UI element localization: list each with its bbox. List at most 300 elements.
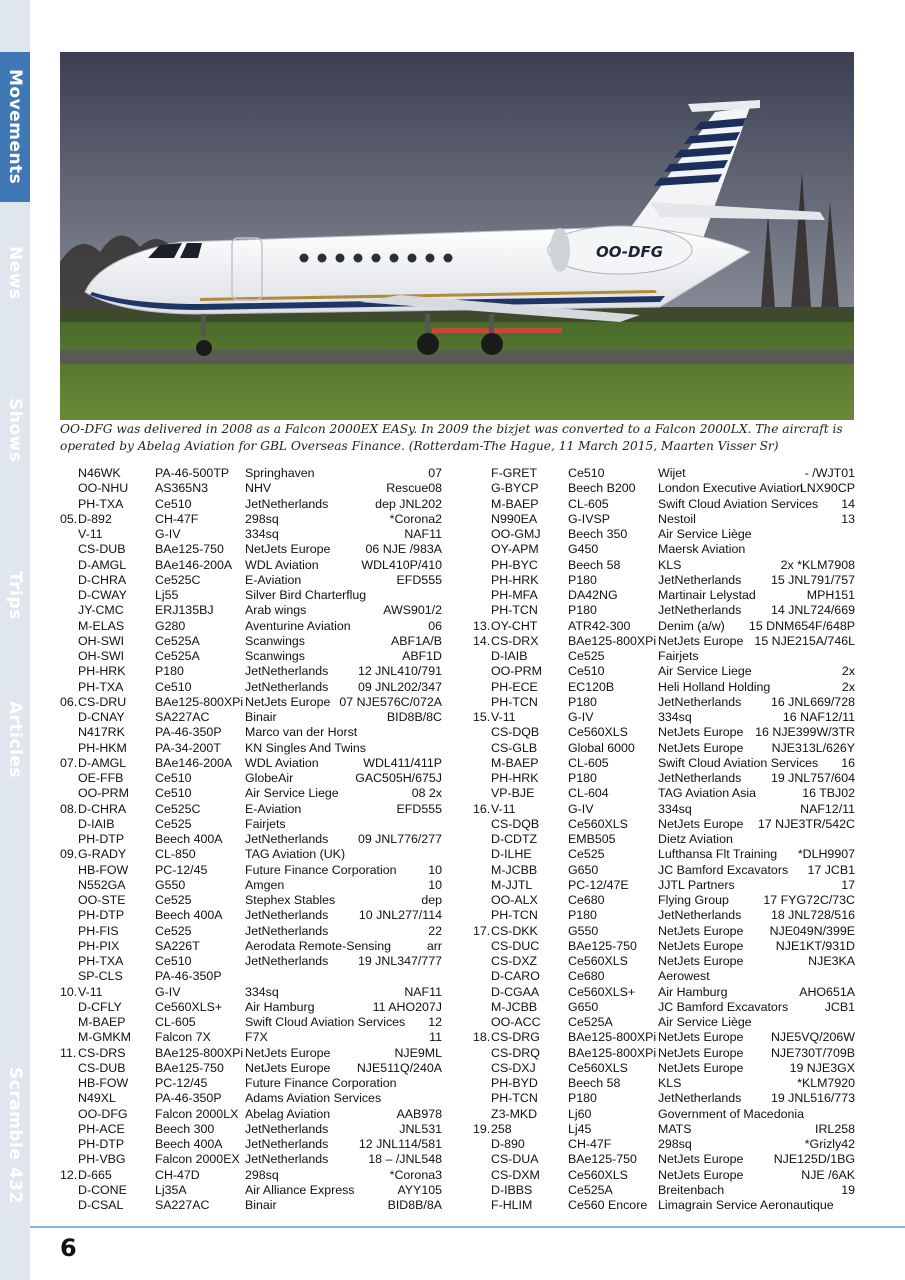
movement-row [473, 786, 855, 801]
aircraft-type: BAe146-200A [155, 557, 233, 572]
operator-name: JetNetherlands [658, 1091, 742, 1106]
operator-name: 334sq [245, 527, 279, 541]
aircraft-type: Ce560 Encore [568, 1198, 648, 1212]
aircraft-registration: D-CNAY [78, 710, 125, 724]
operator-name: Binair [245, 710, 277, 724]
movement-row [473, 588, 855, 603]
movement-row [60, 1000, 442, 1015]
operator-name: Air Service Liege [658, 664, 752, 679]
callsign-remark: ABF1A/B [391, 633, 442, 648]
movement-row [473, 969, 855, 984]
tab-label: Scramble 432 [5, 1066, 25, 1204]
operator-name: JetNetherlands [245, 954, 329, 968]
operator-name: JetNetherlands [658, 908, 742, 923]
aircraft-registration: D-892 [78, 511, 112, 526]
aircraft-type: BAe125-800XPi [568, 1030, 657, 1045]
aircraft-type: G-IV [568, 710, 594, 724]
aircraft-registration: OE-FFB [78, 771, 124, 785]
movement-date: 08. [60, 801, 78, 816]
aircraft-registration: PH-TCN [491, 603, 538, 618]
aircraft-registration: PH-BYC [491, 557, 538, 572]
movement-date: 17. [473, 923, 491, 938]
aircraft-type: Beech 400A [155, 1137, 223, 1151]
operator-name: NetJets Europe [245, 1060, 331, 1075]
aircraft-type: Lj55 [155, 588, 179, 602]
movement-row [60, 1122, 442, 1137]
aircraft-registration: PH-TCN [491, 1091, 538, 1106]
callsign-remark: arr [426, 938, 442, 953]
aircraft-type: BAe146-200A [155, 755, 233, 770]
aircraft-registration: D-890 [491, 1137, 525, 1151]
aircraft-registration: M-BAEP [491, 496, 539, 511]
operator-name: Future Finance Corporation [245, 1076, 397, 1090]
aircraft-type: Ce560XLS+ [568, 984, 636, 999]
aircraft-type: Beech 400A [155, 832, 223, 846]
aircraft-registration: CS-DRX [491, 633, 539, 648]
movement-row [60, 512, 442, 527]
movement-row [60, 634, 442, 649]
operator-name: MATS [658, 1121, 692, 1136]
movement-date: 06. [60, 694, 78, 709]
operator-name: JetNetherlands [245, 1137, 329, 1151]
tab-trips[interactable] [0, 550, 30, 640]
callsign-remark: BID8B/8C [386, 710, 442, 724]
aircraft-registration: D-CWAY [78, 588, 127, 602]
callsign-remark: 16 NJE399W/3TR [755, 725, 855, 740]
callsign-remark: 15 DNM654F/648P [748, 618, 855, 633]
movement-row [60, 1198, 442, 1213]
callsign-remark: *Grizly42 [804, 1137, 855, 1151]
movement-row [473, 649, 855, 664]
aircraft-registration: CS-DRS [78, 1045, 126, 1060]
callsign-remark: 14 JNL724/669 [770, 603, 855, 618]
aircraft-type: Ce560XLS+ [155, 999, 223, 1014]
aircraft-type: P180 [568, 908, 597, 923]
aircraft-type: BAe125-800XPi [568, 633, 657, 648]
callsign-remark: dep JNL202 [375, 496, 442, 511]
movement-row [473, 512, 855, 527]
operator-name: JetNetherlands [658, 572, 742, 587]
tab-news[interactable] [0, 228, 30, 318]
operator-name: Maersk Aviation [658, 542, 746, 557]
movement-row [60, 1152, 442, 1167]
movement-row [473, 603, 855, 618]
aircraft-type: SA226T [155, 938, 200, 953]
aircraft-registration: D-IBBS [491, 1182, 533, 1197]
callsign-remark: 16 [841, 755, 855, 770]
aircraft-type: G550 [155, 877, 186, 892]
movement-row [60, 558, 442, 573]
callsign-remark: 07 [428, 466, 442, 480]
movement-date: 05. [60, 511, 78, 526]
aircraft-type: Ce525A [568, 1182, 613, 1197]
aircraft-registration: N552GA [78, 877, 126, 892]
operator-name: NetJets Europe [658, 740, 744, 755]
aircraft-type: Ce525 [568, 649, 605, 663]
aircraft-type: PC-12/45 [155, 862, 208, 877]
aircraft-type: Ce525C [155, 572, 201, 587]
callsign-remark: 06 NJE /983A [365, 542, 442, 557]
callsign-remark: *KLM7920 [797, 1076, 855, 1090]
movement-row [60, 1137, 442, 1152]
section-sidebar [0, 0, 30, 1280]
aircraft-registration: Z3-MKD [491, 1106, 538, 1121]
operator-name: JetNetherlands [245, 1152, 329, 1167]
operator-name: NetJets Europe [658, 1030, 744, 1045]
aircraft-registration: M-BAEP [78, 1015, 126, 1029]
operator-name: E-Aviation [245, 572, 302, 587]
operator-name: NetJets Europe [658, 1045, 744, 1060]
movement-row [473, 725, 855, 740]
aircraft-registration: D-CGAA [491, 984, 540, 999]
movement-row [473, 1076, 855, 1091]
movement-row [60, 725, 442, 740]
aircraft-type: Ce525 [155, 816, 192, 831]
aircraft-type: G-IV [155, 527, 181, 541]
aircraft-registration: PH-TCN [491, 908, 538, 923]
movement-row [473, 954, 855, 969]
callsign-remark: AYY105 [397, 1182, 442, 1197]
tab-articles[interactable] [0, 685, 30, 795]
callsign-remark: BID8B/8A [387, 1198, 442, 1212]
operator-name: Fairjets [658, 649, 699, 663]
operator-name: 334sq [658, 801, 692, 816]
callsign-remark: NJE730T/709B [770, 1045, 855, 1060]
callsign-remark: 17 [841, 877, 855, 892]
callsign-remark: 19 JNL347/777 [357, 954, 442, 968]
aircraft-type: G450 [568, 542, 599, 557]
operator-name: Wijet [658, 466, 686, 480]
callsign-remark: 2x [841, 664, 855, 679]
operator-name: Denim (a/w) [658, 618, 725, 633]
aircraft-registration: D-CARO [491, 969, 540, 984]
operator-name: Martinair Lelystad [658, 588, 756, 602]
aircraft-type: Lj60 [568, 1106, 592, 1121]
operator-name: NetJets Europe [658, 923, 744, 938]
operator-name: JetNetherlands [245, 908, 329, 923]
movement-date: 11. [60, 1045, 77, 1060]
callsign-remark: Rescue08 [386, 481, 442, 496]
movement-date: 12. [60, 1167, 78, 1182]
callsign-remark: 16 NAF12/11 [782, 710, 855, 724]
callsign-remark: WDL411/411P [363, 755, 442, 770]
aircraft-registration: M-BAEP [491, 755, 539, 770]
movement-row [60, 1015, 442, 1030]
callsign-remark: *Corona2 [389, 511, 442, 526]
aircraft-type: PA-46-350P [155, 969, 222, 984]
aircraft-type: Ce525A [568, 1015, 613, 1029]
movement-row [60, 497, 442, 512]
operator-name: Swift Cloud Aviation Services [658, 496, 819, 511]
movement-row [473, 771, 855, 786]
operator-name: WDL Aviation [245, 755, 319, 770]
aircraft-registration: D-CSAL [78, 1198, 124, 1212]
aircraft-type: P180 [568, 603, 597, 618]
aircraft-type: BAe125-750 [155, 542, 224, 557]
movement-row [473, 1152, 855, 1167]
aircraft-type: Ce680 [568, 969, 605, 984]
operator-name: Government of Macedonia [658, 1106, 805, 1121]
aircraft-registration: D-AMGL [78, 557, 127, 572]
aircraft-registration: M-JCBB [491, 862, 538, 877]
movement-row [60, 1030, 442, 1045]
operator-name: NetJets Europe [658, 938, 744, 953]
callsign-remark: 17 JCB1 [807, 862, 855, 877]
movement-row [60, 542, 442, 557]
aircraft-type: SA227AC [155, 710, 210, 724]
operator-name: Marco van der Horst [245, 725, 358, 740]
operator-name: Air Service Liège [658, 527, 752, 541]
operator-name: Silver Bird Charterflug [245, 588, 367, 602]
tab-scramble-432[interactable] [0, 1060, 30, 1210]
aircraft-type: PA-46-350P [155, 725, 222, 740]
callsign-remark: JNL531 [399, 1121, 442, 1136]
aircraft-registration: CS-DUA [491, 1152, 539, 1167]
callsign-remark: 12 JNL410/791 [357, 664, 442, 679]
movement-row [473, 756, 855, 771]
movement-row [60, 1076, 442, 1091]
aircraft-type: BAe125-800XPi [155, 1045, 244, 1060]
aircraft-registration: OY-APM [491, 542, 539, 557]
aircraft-registration: PH-ECE [491, 679, 538, 694]
tab-label: Shows [5, 397, 25, 463]
operator-name: Scanwings [245, 633, 305, 648]
operator-name: Lufthansa Flt Training [658, 847, 778, 862]
aircraft-type: Falcon 2000EX [155, 1152, 240, 1167]
callsign-remark: NJE3KA [808, 954, 855, 968]
movement-row [60, 741, 442, 756]
callsign-remark: 19 JNL757/604 [770, 771, 855, 785]
callsign-remark: *Corona3 [389, 1167, 442, 1182]
aircraft-type: BAe125-750 [568, 938, 637, 953]
movement-row [473, 1015, 855, 1030]
aircraft-registration: CS-DRQ [491, 1045, 540, 1060]
movement-row [473, 1183, 855, 1198]
aircraft-registration: OO-ACC [491, 1015, 541, 1029]
aircraft-registration: D-CHRA [78, 801, 127, 816]
operator-name: NetJets Europe [658, 816, 744, 831]
movements-list-left [60, 466, 442, 1213]
operator-name: Abelag Aviation [245, 1106, 331, 1121]
movement-row [60, 924, 442, 939]
aircraft-registration: D-CHRA [78, 572, 127, 587]
aircraft-type: G650 [568, 862, 599, 877]
movement-row [473, 558, 855, 573]
tab-shows[interactable] [0, 380, 30, 480]
aircraft-type: CL-604 [568, 786, 609, 801]
operator-name: Aerodata Remote-Sensing [245, 938, 392, 953]
movement-row [473, 497, 855, 512]
callsign-remark: 17 NJE3TR/542C [757, 816, 855, 831]
callsign-remark: NAF12/11 [800, 801, 855, 816]
aircraft-type: CL-605 [155, 1015, 196, 1029]
operator-name: Springhaven [245, 466, 315, 480]
aircraft-registration: JY-CMC [78, 603, 124, 618]
aircraft-registration: G-RADY [78, 847, 127, 862]
aircraft-type: Ce510 [155, 954, 192, 968]
callsign-remark: 14 [841, 496, 855, 511]
movement-row [473, 634, 855, 649]
callsign-remark: 16 TBJ02 [802, 786, 855, 801]
movement-row [60, 573, 442, 588]
aircraft-registration: V-11 [78, 527, 103, 541]
movement-row [60, 802, 442, 817]
movement-date: 14. [473, 633, 491, 648]
callsign-remark: 16 JNL669/728 [770, 694, 855, 709]
operator-name: JetNetherlands [245, 664, 329, 679]
aircraft-type: DA42NG [568, 588, 618, 602]
aircraft-photo [60, 52, 854, 420]
movement-row [473, 832, 855, 847]
callsign-remark: 18 – /JNL548 [368, 1152, 442, 1167]
aircraft-type: CH-47D [155, 1167, 200, 1182]
movement-row [60, 908, 442, 923]
operator-name: 298sq [658, 1137, 692, 1151]
callsign-remark: 11 [429, 1030, 442, 1045]
movement-row [60, 1168, 442, 1183]
movement-row [473, 1168, 855, 1183]
callsign-remark: 13 [841, 511, 855, 526]
aircraft-registration: PH-HKM [78, 740, 127, 755]
movement-row [473, 1107, 855, 1122]
tab-movements[interactable] [0, 52, 30, 202]
movement-row [473, 893, 855, 908]
movement-row [473, 863, 855, 878]
aircraft-type: G650 [568, 999, 599, 1014]
callsign-remark: AHO651A [799, 984, 855, 999]
aircraft-type: Ce525A [155, 633, 200, 648]
operator-name: Binair [245, 1198, 277, 1212]
movement-row [473, 695, 855, 710]
aircraft-registration: CS-DRG [491, 1030, 540, 1045]
aircraft-registration: OO-STE [78, 893, 126, 907]
aircraft-type: P180 [568, 694, 597, 709]
operator-name: NetJets Europe [658, 1167, 744, 1182]
aircraft-registration: M-JJTL [491, 877, 533, 892]
callsign-remark: ABF1D [402, 649, 442, 663]
movement-row [473, 1198, 855, 1213]
callsign-remark: 19 NJE3GX [789, 1060, 855, 1075]
movement-date: 13. [473, 618, 491, 633]
operator-name: KLS [658, 1076, 682, 1090]
callsign-remark: EFD555 [396, 572, 442, 587]
callsign-remark: IRL258 [815, 1121, 855, 1136]
operator-name: TAG Aviation (UK) [245, 847, 346, 862]
movement-row [60, 680, 442, 695]
movement-date: 16. [473, 801, 491, 816]
aircraft-registration: N990EA [491, 511, 538, 526]
aircraft-type: G-IV [155, 984, 181, 999]
movement-row [60, 832, 442, 847]
callsign-remark: 06 [428, 618, 442, 633]
operator-name: JetNetherlands [245, 832, 329, 846]
operator-name: 334sq [245, 984, 279, 999]
aircraft-type: P180 [568, 1091, 597, 1106]
aircraft-type: CL-850 [155, 847, 196, 862]
callsign-remark: 07 NJE576C/072A [339, 694, 442, 709]
callsign-remark: 17 FYG72C/73C [763, 893, 855, 907]
operator-name: NetJets Europe [658, 1152, 744, 1167]
movement-row [473, 466, 855, 481]
aircraft-registration: D-CFLY [78, 999, 122, 1014]
operator-name: NetJets Europe [245, 694, 331, 709]
operator-name: E-Aviation [245, 801, 302, 816]
aircraft-type: CL-605 [568, 496, 609, 511]
operator-name: Swift Cloud Aviation Services [245, 1015, 406, 1029]
aircraft-type: Beech 58 [568, 557, 621, 572]
aircraft-registration: PH-MFA [491, 588, 538, 602]
aircraft-type: Ce525 [568, 847, 605, 862]
aircraft-type: Falcon 7X [155, 1030, 211, 1045]
aircraft-registration: PH-VBG [78, 1152, 126, 1167]
callsign-remark: MPH151 [806, 588, 855, 602]
operator-name: JetNetherlands [658, 603, 742, 618]
movement-row [60, 893, 442, 908]
aircraft-registration: CS-DXZ [491, 954, 538, 968]
movement-row [473, 1030, 855, 1045]
aircraft-type: Ce680 [568, 893, 605, 907]
operator-name: KLS [658, 557, 682, 572]
movement-row [473, 680, 855, 695]
operator-name: NetJets Europe [658, 633, 744, 648]
aircraft-type: CH-47F [155, 511, 199, 526]
aircraft-registration: OO-GMJ [491, 527, 541, 541]
aircraft-registration: D-IAIB [78, 816, 115, 831]
movement-row [60, 466, 442, 481]
aircraft-type: Ce560XLS [568, 1167, 628, 1182]
aircraft-type: Ce510 [155, 786, 192, 801]
operator-name: NetJets Europe [245, 542, 331, 557]
aircraft-type: CL-605 [568, 755, 609, 770]
aircraft-type: Ce510 [155, 771, 192, 785]
aircraft-type: Ce525A [155, 649, 200, 663]
movement-row [60, 985, 442, 1000]
aircraft-type: Ce525 [155, 893, 192, 907]
movement-row [473, 1061, 855, 1076]
aircraft-type: Ce560XLS [568, 1060, 628, 1075]
operator-name: London Executive Aviation [658, 481, 804, 496]
aircraft-registration: 258 [491, 1121, 512, 1136]
aircraft-type: Falcon 2000LX [155, 1106, 239, 1121]
movement-row [473, 1000, 855, 1015]
movement-row [473, 802, 855, 817]
operator-name: TAG Aviation Asia [658, 786, 757, 801]
callsign-remark: GAC505H/675J [355, 771, 442, 785]
callsign-remark: WDL410P/410 [361, 557, 442, 572]
aircraft-registration: D-IAIB [491, 649, 528, 663]
aircraft-type: PA-46-500TP [155, 466, 230, 480]
page-number: 6 [60, 1234, 77, 1262]
movement-row [60, 756, 442, 771]
operator-name: JJTL Partners [658, 877, 735, 892]
aircraft-registration: PH-HRK [491, 572, 539, 587]
aircraft-type: AS365N3 [155, 481, 209, 496]
aircraft-registration: OO-PRM [78, 786, 129, 801]
callsign-remark: 22 [428, 923, 442, 938]
callsign-remark: NJE1KT/931D [775, 938, 855, 953]
aircraft-registration: V-11 [491, 710, 516, 724]
aircraft-registration: PH-FIS [78, 923, 119, 938]
tab-label: News [5, 246, 25, 300]
aircraft-registration: V-11 [78, 984, 103, 999]
aircraft-type: Beech 350 [568, 527, 628, 541]
aircraft-registration: HB-FOW [78, 1076, 129, 1090]
callsign-remark: 2x *KLM7908 [780, 557, 855, 572]
aircraft-type: Beech 400A [155, 908, 223, 923]
callsign-remark: 09 JNL202/347 [357, 679, 442, 694]
operator-name: Swift Cloud Aviation Services [658, 755, 819, 770]
operator-name: Dietz Aviation [658, 832, 733, 846]
